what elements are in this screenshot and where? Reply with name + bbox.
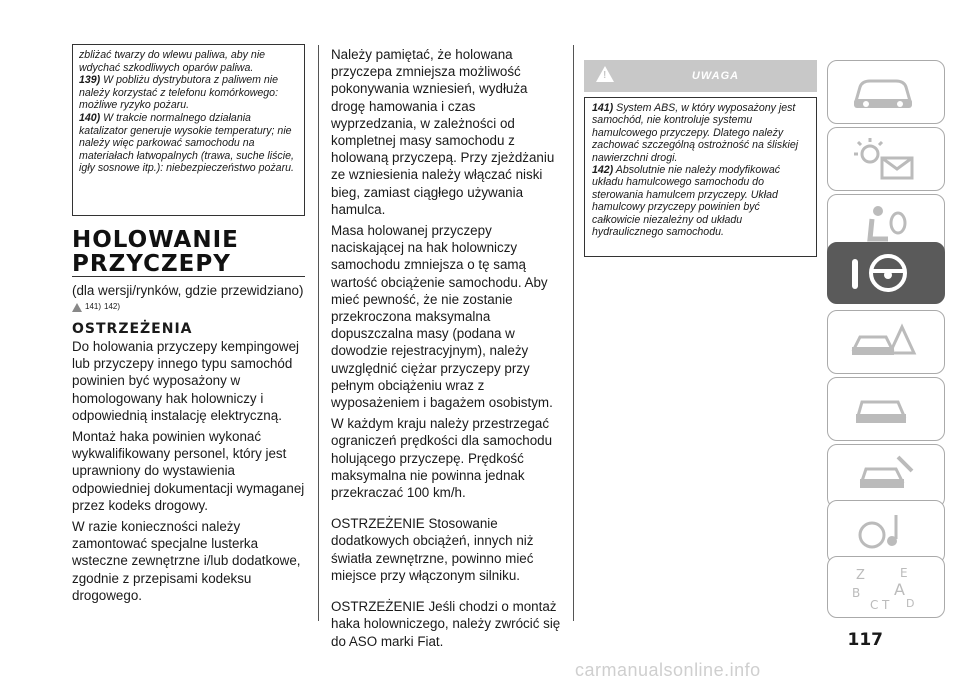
index-letter: Z [856,568,865,583]
heading-divider [72,276,305,277]
warning-crash-icon [848,319,918,365]
tab-lights[interactable] [827,127,945,191]
page-number: 117 [847,630,883,650]
uwaga-box [584,97,817,257]
uwaga-title: UWAGA [691,70,740,82]
warning-box [72,44,305,216]
column-middle [331,46,563,654]
paragraph: Montaż haka powinien wykonać wykwalifikowany personel, który jest uprawniony do wystawienia odpowiedniej dokumentacji wymaganej przez kodeks drogowy. [72,429,305,513]
warning-refs: 141) 142) [72,300,120,314]
warning-triangle-icon [72,303,82,312]
index-letter: B [852,586,861,600]
paragraph: Masa holowanej przyczepy naciskającej na hak holowniczy samochodu zmniejsza o tę samą wartość obciążenie samochodu. Aby mieć pewność, że nie zostanie przekroczona maksymalna dopuszczalna masy (podana w dowodzie rejestracyjnym), należy uwzględnić ciężar przyczepy przy pełnym obciążeniu wraz z wyposażeniem i bagażem osobistym. [331,223,553,411]
paragraph: W razie konieczności należy zamontować specjalne lusterka wsteczne zewnętrzne i/lub dodatkowe, zgodnie z przepisami kodeksu drogowego. [72,519,301,603]
paragraph: OSTRZEŻENIE Stosowanie dodatkowych obciążeń, innych niż światła zewnętrzne, powinno mieć miejsce przy włączonym silniku. [331,516,534,583]
paragraph: Należy pamiętać, że holowana przyczepa zmniejsza możliwość pokonywania wzniesień, wydłuża drogę hamowania i czas wyprzedzania, w zależności od kompletnej masy samochodu z holowaną przyczepą. Przy zjeżdżaniu ze wzniesienia należy włączać niski bieg, zamiast ciągłego używania hamulca. [331,47,555,217]
tab-warnings[interactable] [827,310,945,374]
exclamation-icon: ! [603,70,607,81]
lights-mail-icon [848,136,918,182]
steering-wheel-key-icon [848,251,918,297]
tab-tools[interactable] [827,444,945,508]
tab-car[interactable] [827,60,945,124]
service-car-icon [848,386,918,432]
uwaga-item-142: 142) Absolutnie nie należy modyfikować układu hamulcowego samochodu do sterowania hamulcem przyczepy. Układ hamulcowy przyczepy powinien być całkowicie niezależny od układu hydraulicznego samochodu. [592,164,781,239]
tab-service[interactable] [827,377,945,441]
warning-item-140: 140) W trakcie normalnego działania katalizator generuje wysokie temperatury; nie należy więc parkować samochodu na materiałach łatwopalnych (trawa, suche liście, igły sosnowe itp.): niebezpieczeństwo pożaru. [79,111,294,175]
warning-line: wdychać szkodliwych oparów paliwa. [79,61,254,74]
section-heading: HOLOWANIE PRZYCZEPY [72,227,239,277]
heading-subtitle: (dla wersji/rynków, gdzie przewidziano) [72,283,304,298]
tools-car-icon [848,453,918,499]
paragraph: W każdym kraju należy przestrzegać ograniczeń prędkości dla samochodu holującego przyczepę. Prędkość maksymalna nie powinna jednak przekraczać 100 km/h. [331,416,553,501]
column-divider [573,45,574,621]
media-icon [848,509,918,555]
tab-index[interactable] [827,556,945,618]
column-left [72,338,312,608]
index-letters-icon [848,565,918,611]
subsection-title: OSTRZEŻENIA [72,321,193,337]
index-letter: E [900,566,908,580]
warning-line: zbliżać twarzy do wlewu paliwa, aby nie [79,49,266,61]
paragraph: Do holowania przyczepy kempingowej lub przyczepy innego typu samochód powinien być wyposażony w homologowany hak holowniczy i odpowiednią instalację elektryczną. [72,339,300,423]
paragraph: OSTRZEŻENIE Jeśli chodzi o montaż haka holowniczego, należy zwrócić się do ASO marki Fiat. [331,599,561,649]
tab-steering[interactable] [827,242,945,304]
warning-item-139: 139) W pobliżu dystrybutora z paliwem nie należy korzystać z telefonu komórkowego: możliwe ryzyko pożaru. [79,74,279,112]
column-divider [318,45,319,621]
index-letter: T [882,598,890,611]
index-letter: D [906,597,915,610]
tab-media[interactable] [827,500,945,564]
index-letter: C [870,598,879,611]
uwaga-item-141: 141) System ABS, w który wyposażony jest samochód, nie kontroluje systemu hamulcowego przyczepy. Dlatego należy zachować szczególną ostrożność na śliskiej nawierzchni drogi. [592,102,799,164]
index-letter: A [894,580,905,599]
car-icon [848,69,918,115]
watermark: carmanualsonline.info [575,660,761,680]
